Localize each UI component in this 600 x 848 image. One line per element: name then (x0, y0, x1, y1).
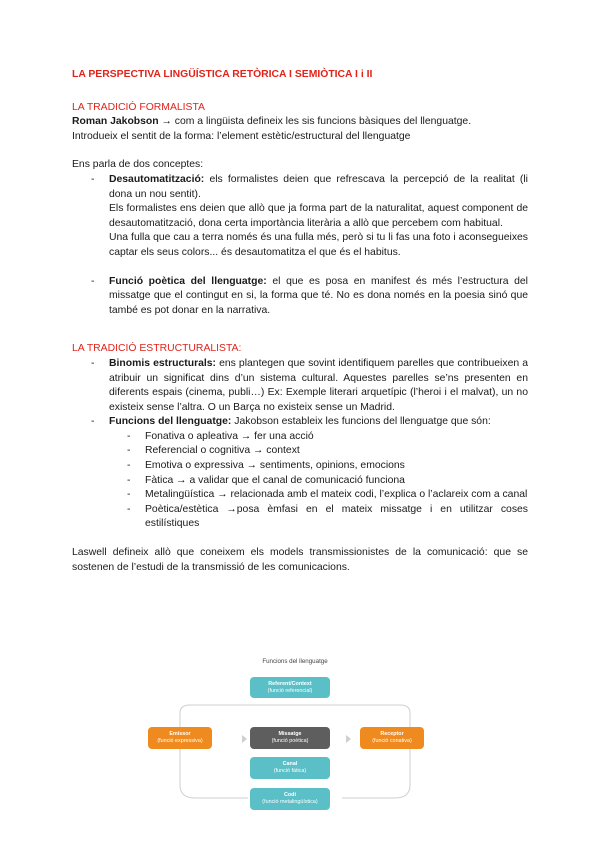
box-canal: Canal (funció fàtica) (250, 757, 330, 779)
laswell-paragraph: Laswell defineix allò que coneixem els models transmissionistes de la comunicació: que se sostenen de l’estudi de la transmissió de les comunicacions. (72, 547, 528, 573)
box-missatge: Missatge (funció poètica) (250, 727, 330, 749)
box-codi: Codi (funció metalingüística) (250, 788, 330, 810)
intro-line-2: Introdueix el sentit de la forma: l’element estètic/estructural del llenguatge (72, 130, 411, 142)
page-title: LA PERSPECTIVA LINGÜÍSTICA RETÒRICA I SEMIÒTICA I i II (72, 69, 373, 80)
box-emissor: Emissor (funció expressiva) (148, 727, 212, 749)
desauto-paragraph-3: Una fulla que cau a terra només és una fulla més, però si tu li fas una foto i aconsegueixes captar els seus colors... és desautomatitza el que és el habitus. (109, 232, 528, 258)
list-item: - Binomis estructurals: ens plantegen que sovint identifiquem parelles que contribueixen a atribuir un significat dins d’un sistema cultural. Aquestes parelles se’ns presenten en diferents espais (cinema, publi…) Ex: Exemple literari arquetípic (l’heroi i el malvat), un no existeix sense l’altra. O un Barça no existeix sense un Madrid. (91, 357, 528, 413)
function-item: - Poètica/estètica →posa èmfasi en el mateix missatge i en utilitzar coses estilístiques (127, 503, 528, 530)
list-item: - Funcions del llenguatge: Jakobson estableix les funcions del llenguatge que són: - Fonativa o apleativa → fer una acció - Referencial o cognitiva → context - Emotiva o expressiva → sentiments, opinions, emocions - Fàtica → a validar que el canal de comunicació funciona - Metalingüística → relacionada amb el mateix codi, l’explica o l’aclareix com a canal - Poètica/estètica →posa èmfasi en el mateix missatge i en utilitzar coses estilístiques (72, 415, 528, 532)
function-item: - Emotiva o expressiva → sentiments, opinions, emocions (127, 460, 405, 472)
diagram-title: Funcions del llenguatge (262, 658, 328, 665)
document-body (72, 68, 528, 575)
language-functions-diagram (140, 655, 450, 815)
term-desautomatitzacio: Desautomatització: (109, 173, 205, 185)
function-item: - Referencial o cognitiva → context (127, 445, 300, 457)
desauto-paragraph-2: Els formalistes ens deien que allò que ja forma part de la naturalitat, aquest component de desautomatització, dona certa importància literària a allò que percebem com habitual. (109, 203, 528, 229)
functions-list (127, 430, 528, 532)
intro-text: → com a lingüista defineix les sis funcions bàsiques del llenguatge. (158, 116, 472, 128)
term-binomis: Binomis estructurals: (109, 357, 217, 369)
term-funcions: Funcions del llenguatge: (109, 416, 232, 428)
arrow-right-icon (242, 735, 247, 743)
box-referent: Referent/Context (funció referencial) (250, 677, 330, 698)
section-heading-formalista: LA TRADICIÓ FORMALISTA (72, 101, 205, 113)
concepts-list (72, 173, 528, 318)
list-item: - Desautomatització: els formalistes deien que refrescava la percepció de la realitat (li dona un nou sentit). Els formalistes ens deien que allò que ja forma part de la naturalitat, aquest component de desautomatització, dona certa importància literària a allò que percebem com habitual. Una fulla que cau a terra només és una fulla més, però si tu li fas una foto i aconsegueixes captar els seus colors... és desautomatitza el que és el habitus. (72, 173, 528, 261)
term-funcio-poetica: Funció poètica del llenguatge: (109, 275, 267, 287)
intro-line (72, 115, 528, 130)
arrow-right-icon (346, 735, 351, 743)
structural-list (72, 357, 528, 532)
function-item: - Fonativa o apleativa → fer una acció (127, 430, 314, 442)
function-item: - Metalingüística → relacionada amb el mateix codi, l’explica o l’aclareix com a canal (127, 489, 528, 501)
box-receptor: Receptor (funció conativa) (360, 727, 424, 749)
function-item: - Fàtica → a validar que el canal de comunicació funciona (127, 474, 405, 486)
concepts-intro: Ens parla de dos conceptes: (72, 159, 204, 171)
author-name: Roman Jakobson (72, 116, 159, 128)
section-heading-estructuralista: LA TRADICIÓ ESTRUCTURALISTA: (72, 343, 242, 355)
list-item: - Funció poètica del llenguatge: el que es posa en manifest és més l’estructura del missatge que el contingut en si, la forma que té. No es dona només en la poesia sinó que també es pot donar en la narrativa. (91, 275, 528, 316)
